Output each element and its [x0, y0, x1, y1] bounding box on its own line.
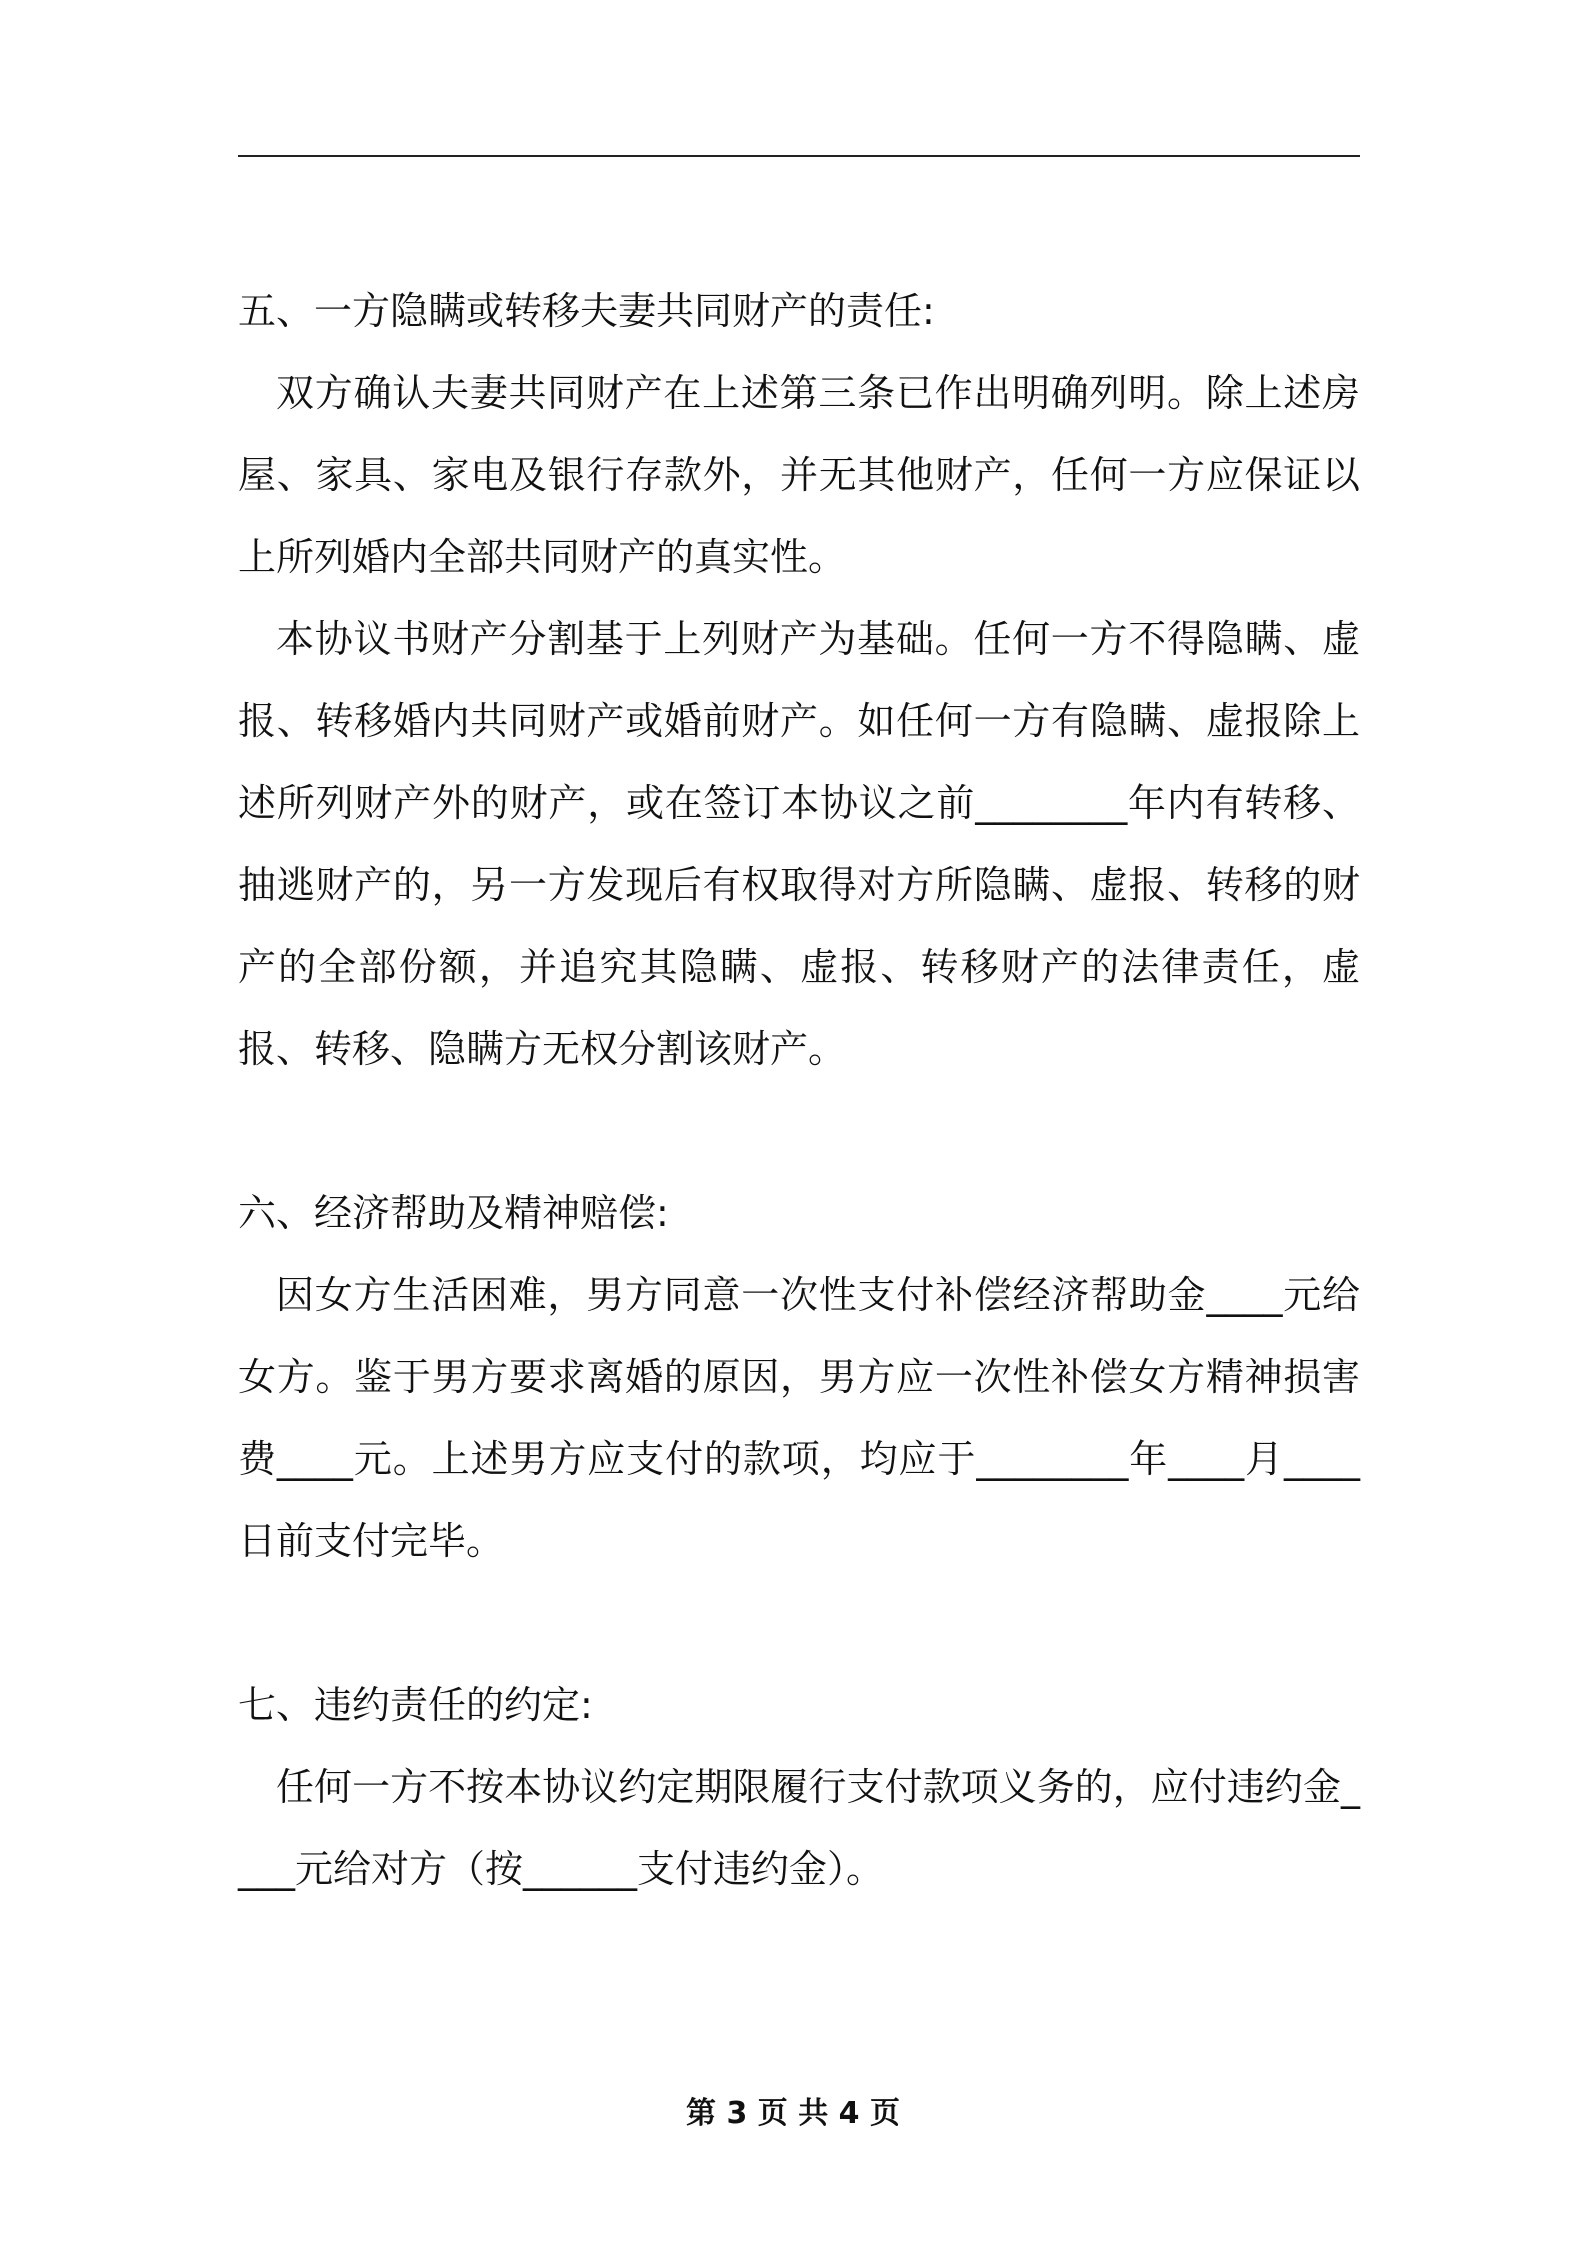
- page-number: 第 3 页 共 4 页: [686, 2096, 900, 2131]
- section-heading: 六、经济帮助及精神赔偿:: [238, 1191, 669, 1235]
- document-body: [238, 270, 1360, 1992]
- section-heading: 七、违约责任的约定:: [238, 1683, 593, 1727]
- section-paragraph: 因女方生活困难，男方同意一次性支付补偿经济帮助金____元给女方。鉴于男方要求离婚的原因，男方应一次性补偿女方精神损害费____元。上述男方应支付的款项，均应于________年____月____日前支付完毕。: [238, 1273, 1360, 1563]
- header-rule: [238, 155, 1360, 157]
- section-paragraph: 本协议书财产分割基于上列财产为基础。任何一方不得隐瞒、虚报、转移婚内共同财产或婚前财产。如任何一方有隐瞒、虚报除上述所列财产外的财产，或在签订本协议之前________年内有转移、抽逃财产的，另一方发现后有权取得对方所隐瞒、虚报、转移的财产的全部份额，并追究其隐瞒、虚报、转移财产的法律责任，虚报、转移、隐瞒方无权分割该财产。: [238, 617, 1360, 1071]
- section-paragraph: 双方确认夫妻共同财产在上述第三条已作出明确列明。除上述房屋、家具、家电及银行存款外，并无其他财产，任何一方应保证以上所列婚内全部共同财产的真实性。: [238, 371, 1360, 579]
- section-5: [238, 270, 1360, 1090]
- section-7: [238, 1664, 1360, 1910]
- section-paragraph: 任何一方不按本协议约定期限履行支付款项义务的，应付违约金____元给对方（按______支付违约金）。: [238, 1765, 1360, 1891]
- section-6: [238, 1172, 1360, 1582]
- section-heading: 五、一方隐瞒或转移夫妻共同财产的责任:: [238, 289, 935, 333]
